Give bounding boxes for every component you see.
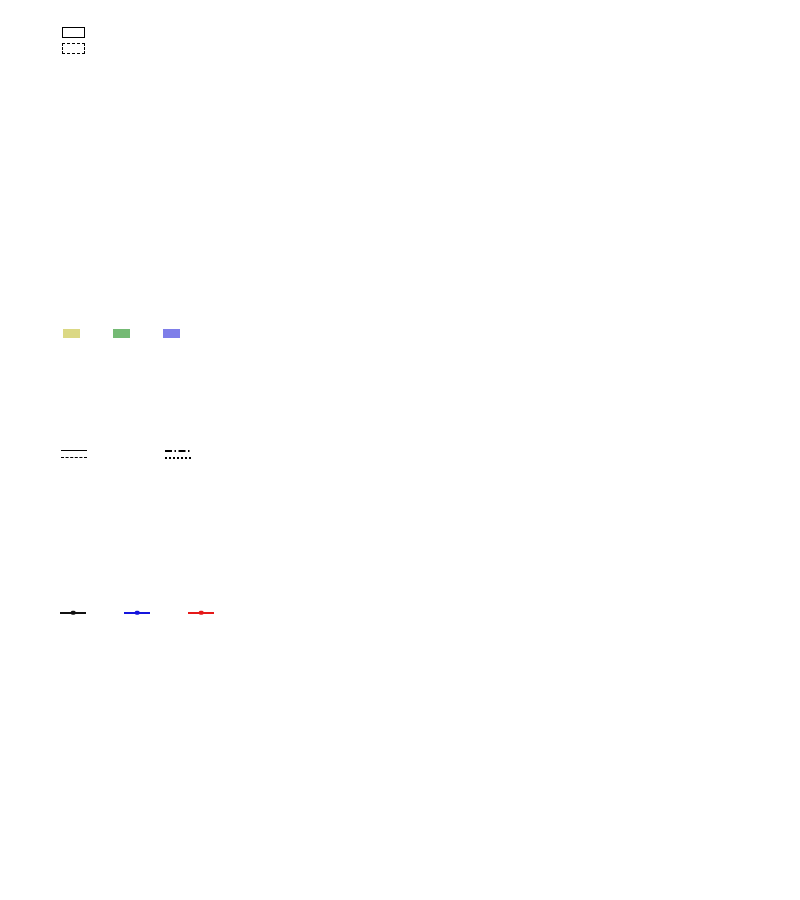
evapo-legend bbox=[62, 27, 91, 54]
graus-legend-b14 bbox=[165, 450, 197, 452]
molha-legend-dpo bbox=[113, 329, 136, 338]
temp-legend-minima bbox=[124, 612, 156, 614]
graus-legend-b16 bbox=[165, 457, 197, 459]
dashed-bar-swatch-icon bbox=[62, 43, 85, 54]
minima-line-swatch-icon bbox=[124, 612, 150, 614]
temp-legend-media bbox=[60, 612, 92, 614]
graus-legend-b12 bbox=[61, 457, 165, 459]
graus-legend-b10 bbox=[61, 450, 165, 452]
dashed-line-swatch-icon bbox=[61, 457, 87, 458]
evapo-legend-hargreaves bbox=[62, 27, 91, 38]
solid-bar-swatch-icon bbox=[62, 27, 85, 38]
temp-legend bbox=[60, 612, 220, 614]
dashdot-line-swatch-icon bbox=[165, 450, 191, 452]
dotted-line-swatch-icon bbox=[165, 457, 191, 459]
evapo-legend-penman bbox=[62, 43, 91, 54]
temp-legend-maxima bbox=[188, 612, 220, 614]
molha-legend-nhur bbox=[63, 329, 86, 338]
graus-legend bbox=[61, 450, 197, 459]
media-line-swatch-icon bbox=[60, 612, 86, 614]
solid-line-swatch-icon bbox=[61, 450, 87, 451]
maxima-line-swatch-icon bbox=[188, 612, 214, 614]
cart-swatch-icon bbox=[163, 329, 180, 338]
molha-legend bbox=[63, 329, 186, 338]
molha-legend-cart bbox=[163, 329, 186, 338]
nhur-swatch-icon bbox=[63, 329, 80, 338]
dpo-swatch-icon bbox=[113, 329, 130, 338]
